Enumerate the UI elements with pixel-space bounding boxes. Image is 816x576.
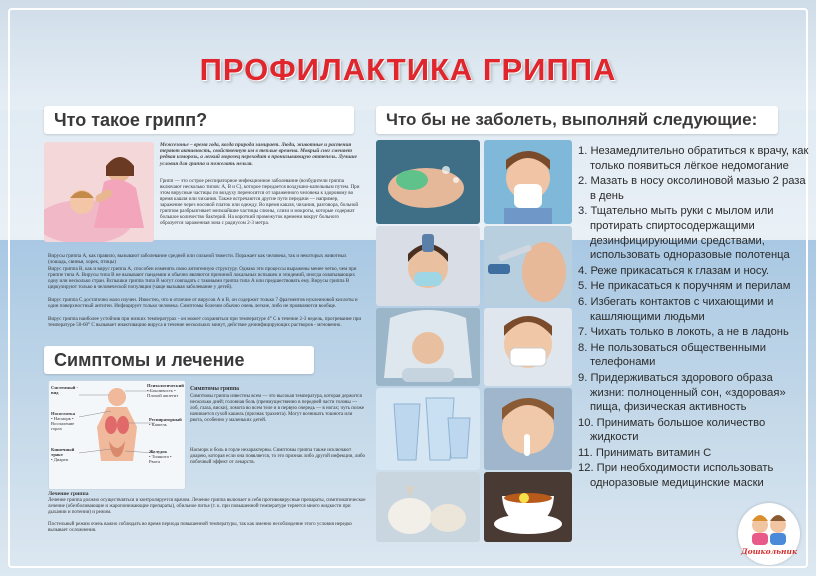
prevention-list	[578, 144, 810, 492]
symptoms-heading-text: Симптомы и лечение	[54, 350, 245, 370]
what-is-flu-heading-text: Что такое грипп?	[54, 110, 208, 130]
treatment-text-2: Постельный режим очень важно соблюдать во время периода повышенной температуры, так как именно несоблюдение этого условия нередко вызывает осложнения.	[48, 522, 352, 533]
treatment-text-1: Лечение гриппа должно осуществляться и контролируется врачом. Лечение гриппа включает в себя противовирусные препараты, симптоматическое лечение (обезболивающие и жаропонижающие препараты), обильное питье (т. к. при повышенной температуре теряется много жидкости при дыхании и потении) и режим.	[48, 498, 366, 515]
prevention-item: 1. Незамедлительно обратиться к врачу, как только появиться лёгкое недомогание	[578, 145, 809, 172]
vaccination-photo	[484, 226, 572, 306]
prevention-item: 12. При необходимости использовать одноразовые медицинские маски	[578, 462, 774, 490]
symptoms-text-1: Симптомы гриппа известны всем — это высокая температура, которая держится несколько дней; головная боль (преимущественно в передней части головы — лоб, глаза, виски), ломота во всем теле и в первую очередь — в ногах; чуть позже начинается сухой кашель (признак трахеита). Могут возникать тошнота или рвота, особенно у маленьких детей.	[190, 394, 364, 423]
prevention-item: 10. Принимать большое количество жидкости	[578, 416, 766, 444]
symptoms-body-diagram	[48, 380, 186, 490]
label-stomach: Желудок	[149, 449, 168, 454]
water-cups-photo	[376, 388, 480, 470]
child-mask-photo	[484, 308, 572, 386]
prevention-heading	[376, 106, 778, 134]
label-psych-items: • Сонливость • Плохой аппетит	[147, 388, 179, 398]
symptoms-title: Симптомы гриппа	[190, 386, 240, 392]
poster-title: ПРОФИЛАКТИКА ГРИППА	[199, 52, 617, 87]
prevention-heading-text: Что бы не заболеть, выполняй следующие:	[386, 110, 758, 129]
tea-lemon-photo	[484, 472, 572, 542]
label-gut-items: • Диарея	[51, 457, 68, 462]
prevention-item: 11. Принимать витамин С	[578, 446, 712, 459]
garlic-photo	[376, 472, 480, 542]
flu-resistance-text: Вирус гриппа наиболее устойчив при низких температурах - он может сохраняться при температуре 4° C в течение 2-3 недель, прогревание при температуре 50-60° C вызывает инактивацию вируса в течение нескольких минут, действие дезинфицирующих растворов - мгновенно.	[48, 316, 362, 328]
blowing-nose-photo	[484, 140, 572, 224]
flu-a-text: Вирусы гриппа А, как правило, вызывают заболевание средней или сильной тяжести. Поражает как человека, так и некоторых животных (лошадь, свинья, хорек, птицы)	[48, 253, 347, 265]
publisher-logo	[738, 503, 800, 565]
label-psych: Психологический	[147, 383, 184, 388]
prevention-item: 3. Тщательно мыть руки с мылом или протирать спиртосодержащими дезинфицирующими средствами, использовать одноразовые полотенца	[578, 205, 790, 262]
logo-text: Дошкольник	[740, 547, 798, 556]
steam-inhalation-photo	[376, 308, 480, 386]
prevention-item: 9. Придерживаться здорового образа жизни: полноценный сон, «здоровая» пища, физическая активность	[578, 371, 786, 414]
what-is-flu-heading	[44, 106, 354, 134]
flu-c-text: Вирус гриппа C достаточно мало изучен. Известно, что в отличие от вирусов А и B, он содержит только 7 фрагментов нуклеиновой кислоты и один поверхностный антиген. Инфицирует только человека. Симптомы болезни обычно очень легкие, либо не проявляются вообще.	[48, 297, 358, 309]
intro-text: Межсезонье – время года, когда природа замирает. Люди, животные и растения теряют активность, свойственную им в теплые времена. Мокрый снег сменяет редкая изморозь, а легкий морозец переходит в пронизывающую оттепель. Лучшие условия для гриппа и пожелать нельзя.	[160, 142, 357, 167]
flu-definition-text: Грипп — это острое респираторное инфекционное заболевание (возбудители гриппа включают несколько типов: А, В и С), которое передается воздушно-капельным путем. При этом вирусные частицы по воздуху переносятся от зараженного человека к здоровому во время кашля или чихания. Также встречаются другие пути передачи — например, заражение через носовой платок или одежду. Во время кашля, чихания, разговора, больной гриппом разбрызгивает мельчайшие частицы слюны, слизи и мокроты, которые содержат большое количество бактерий. На короткий промежуток времени вокруг больного образуется зараженная зона с радиусом 2-3 метра.	[160, 178, 360, 226]
label-nose-items: • Насморк • Воспаление горла	[51, 416, 75, 431]
prevention-item: 5. Не прикасаться к поручням и перилам	[578, 280, 791, 293]
label-nose: Носоглотка	[51, 411, 76, 416]
prevention-item: 4. Реже прикасаться к глазам и носу.	[578, 264, 770, 277]
label-resp: Респираторный	[149, 417, 182, 422]
prevention-item: 7. Чихать только в локоть, а не в ладонь	[578, 326, 789, 339]
eye-drops-mask-photo	[376, 226, 480, 306]
prevention-item: 8. Не пользоваться общественными телефонами	[578, 341, 766, 369]
symptoms-text-2: Насморк и боль в горле нехарактерны. Симптомы гриппа также исключают диарею, которая если она появляется, то это признак либо другой инфекции, либо побочный эффект от лекарств.	[190, 448, 366, 465]
treatment-title: Лечение гриппа	[48, 491, 89, 497]
flu-b-text: Вирус гриппа B, как и вирус гриппа А, способен изменять свою антигенную структуру. Однако эти процессы выражены менее четко, чем при гриппе типа А. Вирусы типа B не вызывают пандемии и обычно являются причиной локальных вспышек и эпидемий, иногда охватывающих одну или несколько стран. Вспышки гриппа типа B могут совпадать с таковыми гриппа типа А или предшествовать ему. Вирусы гриппа B циркулируют только в человеческой популяции (чаще вызывая заболевание у детей).	[48, 266, 357, 290]
hand-washing-photo	[376, 140, 480, 224]
label-cns: Системный - вид	[51, 385, 78, 395]
prevention-item: 6. Избегать контактов с чихающими и кашляющими людьми	[578, 295, 774, 323]
label-stomach-items: • Тошнота • Рвота	[149, 454, 172, 464]
prevention-item: 2. Мазать в носу оксолиновой мазью 2 раза в день	[578, 175, 806, 202]
symptoms-heading	[44, 346, 314, 374]
mother-child-photo	[44, 142, 154, 242]
label-gut: Кишечный тракт	[51, 447, 75, 457]
label-resp-items: • Кашель	[149, 422, 167, 427]
child-nose-ointment-photo	[484, 388, 572, 470]
